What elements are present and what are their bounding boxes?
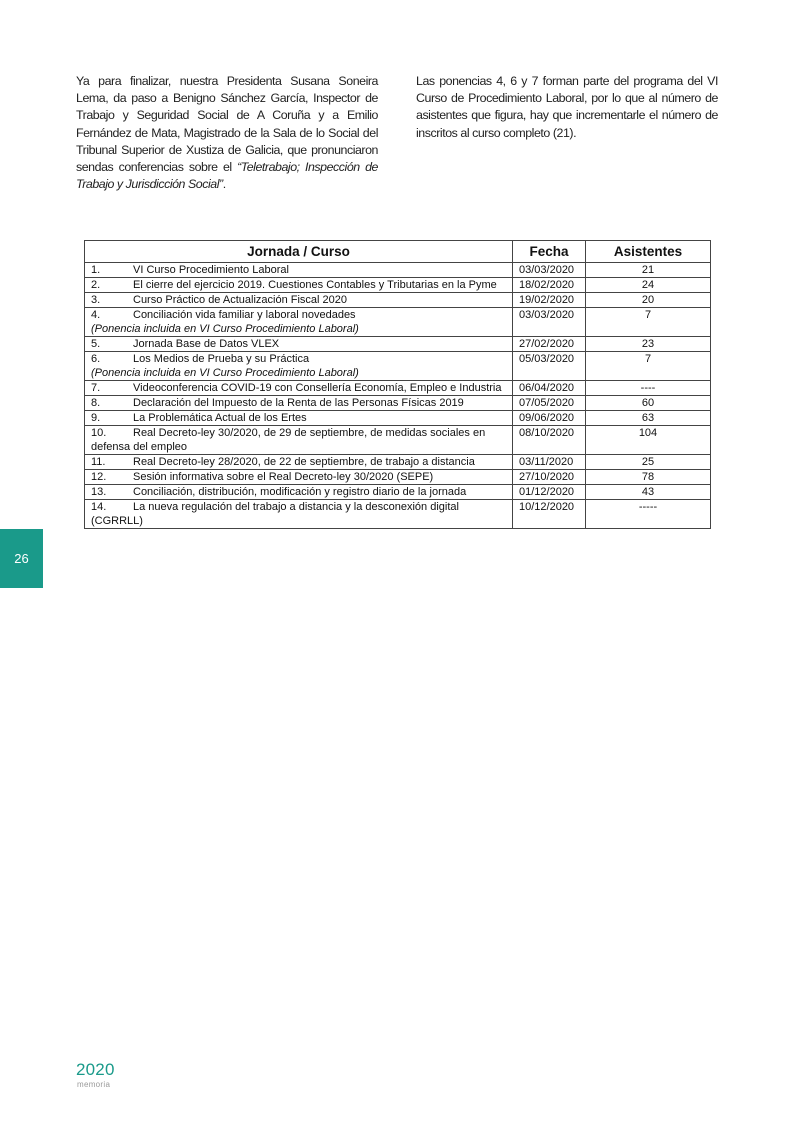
course-date: 01/12/2020 <box>513 485 586 500</box>
table-row <box>85 263 711 278</box>
table-body <box>85 263 711 529</box>
table-row <box>85 411 711 426</box>
course-cell <box>85 500 513 529</box>
course-cell <box>85 308 513 337</box>
courses-table <box>84 240 711 529</box>
course-title: Curso Práctico de Actualización Fiscal 2020 <box>133 294 347 306</box>
course-cell <box>85 396 513 411</box>
left-text-column <box>76 73 378 193</box>
course-date: 06/04/2020 <box>513 381 586 396</box>
table-row <box>85 500 711 529</box>
course-date: 27/10/2020 <box>513 470 586 485</box>
course-date: 07/05/2020 <box>513 396 586 411</box>
course-number: 13. <box>91 486 107 498</box>
course-cell <box>85 263 513 278</box>
course-number: 5. <box>91 338 101 350</box>
right-paragraph: Las ponencias 4, 6 y 7 forman parte del programa del VI Curso de Procedimiento Laboral, por lo que al número de asistentes que figura, hay que incrementarle el número de inscritos al curso completo (21). <box>416 74 718 140</box>
course-attendees: ----- <box>586 500 711 529</box>
course-title: La nueva regulación del trabajo a distancia y la desconexión digital (CGRRLL) <box>91 501 459 527</box>
course-title: La Problemática Actual de los Ertes <box>133 412 307 424</box>
course-date: 03/03/2020 <box>513 308 586 337</box>
course-cell <box>85 470 513 485</box>
table-row <box>85 455 711 470</box>
course-number: 12. <box>91 471 107 483</box>
course-attendees: ---- <box>586 381 711 396</box>
table-row <box>85 337 711 352</box>
course-number: 11. <box>91 456 106 468</box>
course-title: El cierre del ejercicio 2019. Cuestiones Contables y Tributarias en la Pyme <box>133 279 497 291</box>
course-date: 03/11/2020 <box>513 455 586 470</box>
right-text-column <box>416 73 718 142</box>
course-date: 10/12/2020 <box>513 500 586 529</box>
course-attendees: 7 <box>586 352 711 381</box>
course-date: 03/03/2020 <box>513 263 586 278</box>
course-cell <box>85 381 513 396</box>
course-date: 19/02/2020 <box>513 293 586 308</box>
course-attendees: 21 <box>586 263 711 278</box>
course-number: 7. <box>91 382 101 394</box>
course-number: 8. <box>91 397 101 409</box>
course-cell <box>85 278 513 293</box>
course-title: Declaración del Impuesto de la Renta de las Personas Físicas 2019 <box>133 397 464 409</box>
course-number: 2. <box>91 279 101 291</box>
table-row <box>85 470 711 485</box>
course-cell <box>85 455 513 470</box>
footer-year: 2020 <box>76 1060 115 1079</box>
course-attendees: 104 <box>586 426 711 455</box>
course-date: 27/02/2020 <box>513 337 586 352</box>
course-number: 3. <box>91 294 101 306</box>
page-number: 26 <box>14 551 29 566</box>
course-attendees: 23 <box>586 337 711 352</box>
table-row <box>85 352 711 381</box>
course-date: 05/03/2020 <box>513 352 586 381</box>
header-date: Fecha <box>513 241 586 263</box>
course-attendees: 20 <box>586 293 711 308</box>
table-row <box>85 308 711 337</box>
course-title: Real Decreto-ley 30/2020, de 29 de septiembre, de medidas sociales en defensa del empleo <box>91 427 486 453</box>
table-row <box>85 293 711 308</box>
table-row <box>85 426 711 455</box>
course-title: Videoconferencia COVID-19 con Consellería Economía, Empleo e Industria <box>133 382 502 394</box>
course-note: (Ponencia incluida en VI Curso Procedimiento Laboral) <box>91 323 359 335</box>
course-title: VI Curso Procedimiento Laboral <box>133 264 289 276</box>
course-title: Conciliación vida familiar y laboral novedades <box>133 309 356 321</box>
footer-label: memoria <box>77 1080 111 1089</box>
course-number: 1. <box>91 264 101 276</box>
left-paragraph <box>76 73 378 193</box>
left-paragraph-text: Ya para finalizar, nuestra Presidenta Susana Soneira Lema, da paso a Benigno Sánchez García, Inspector de Trabajo y Seguridad Social de A Coruña y a Emilio Fernández de Mata, Magistrado de la Sala de lo Social del Tribunal Superior de Xustiza de Galicia, que pronunciaron sendas conferencias sobre el <box>76 74 378 175</box>
course-number: 4. <box>91 309 101 321</box>
course-title: Los Medios de Prueba y su Práctica <box>133 353 310 365</box>
course-attendees: 60 <box>586 396 711 411</box>
course-number: 9. <box>91 412 101 424</box>
course-attendees: 43 <box>586 485 711 500</box>
table-row <box>85 396 711 411</box>
course-title: Real Decreto-ley 28/2020, de 22 de septiembre, de trabajo a distancia <box>133 456 475 468</box>
course-attendees: 7 <box>586 308 711 337</box>
course-attendees: 78 <box>586 470 711 485</box>
conference-title: “Teletrabajo; Inspección de Trabajo y Jurisdicción Social” <box>76 160 378 192</box>
course-cell <box>85 485 513 500</box>
course-date: 09/06/2020 <box>513 411 586 426</box>
course-title: Sesión informativa sobre el Real Decreto-ley 30/2020 (SEPE) <box>133 471 434 483</box>
course-attendees: 25 <box>586 455 711 470</box>
header-attendees: Asistentes <box>586 241 711 263</box>
course-cell <box>85 426 513 455</box>
course-cell <box>85 411 513 426</box>
page-number-tab <box>0 529 43 588</box>
course-date: 08/10/2020 <box>513 426 586 455</box>
course-title: Conciliación, distribución, modificación y registro diario de la jornada <box>133 486 467 498</box>
course-attendees: 63 <box>586 411 711 426</box>
course-cell <box>85 293 513 308</box>
course-note: (Ponencia incluida en VI Curso Procedimiento Laboral) <box>91 367 359 379</box>
course-date: 18/02/2020 <box>513 278 586 293</box>
course-title: Jornada Base de Datos VLEX <box>133 338 280 350</box>
course-number: 10. <box>91 427 107 439</box>
table-row <box>85 278 711 293</box>
table-row <box>85 485 711 500</box>
header-course: Jornada / Curso <box>85 241 513 263</box>
course-number: 6. <box>91 353 101 365</box>
table-row <box>85 381 711 396</box>
course-cell <box>85 337 513 352</box>
left-paragraph-end: . <box>222 177 226 192</box>
course-cell <box>85 352 513 381</box>
course-attendees: 24 <box>586 278 711 293</box>
course-number: 14. <box>91 501 107 513</box>
table-header-row <box>85 241 711 263</box>
